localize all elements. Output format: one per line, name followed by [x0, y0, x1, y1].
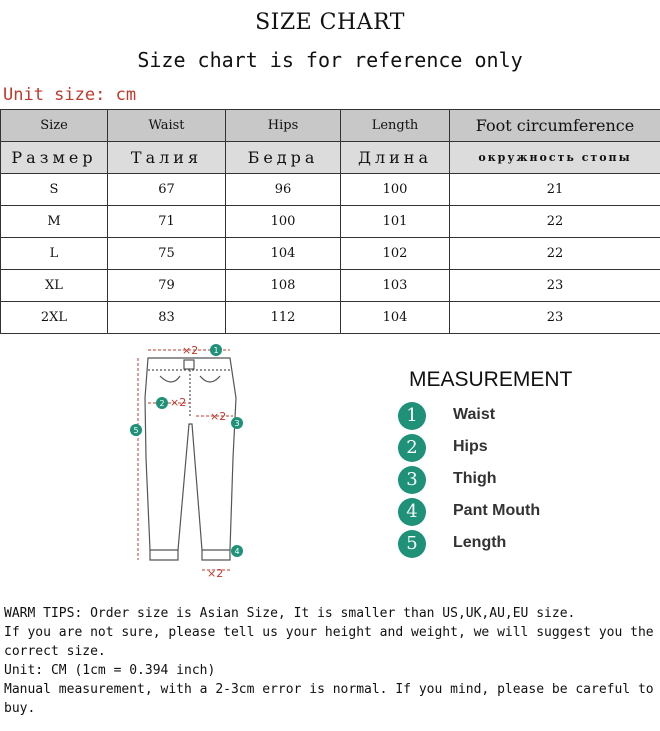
x2-label: ×2 [207, 567, 224, 580]
measurement-item [398, 434, 618, 464]
table-cell: 112 [226, 302, 341, 334]
table-cell: 23 [450, 270, 660, 302]
marker-label: 2 [159, 399, 165, 408]
measurement-item [398, 402, 618, 432]
number-badge-icon: 3 [398, 466, 426, 494]
tip-line: If you are not sure, please tell us your height and weight, we will suggest you the correct size. [4, 625, 654, 659]
measurement-label: Length [453, 534, 507, 551]
table-cell: 101 [341, 206, 450, 238]
table-cell: 22 [450, 206, 660, 238]
table-cell: 23 [450, 302, 660, 334]
table-cell: 22 [450, 238, 660, 270]
marker-label: 4 [234, 547, 240, 556]
tip-line: Unit: CM (1cm = 0.394 inch) [4, 663, 216, 678]
column-header-ru: Длина [341, 142, 450, 174]
size-table [0, 109, 660, 334]
tip-line: WARM TIPS: Order size is Asian Size, It is smaller than US,UK,AU,EU size. [4, 606, 576, 621]
measurement-title: MEASUREMENT [409, 368, 573, 391]
table-row [1, 270, 660, 302]
unit-label: Unit size: cm [3, 85, 137, 105]
table-cell: 104 [226, 238, 341, 270]
number-badge-icon: 5 [398, 530, 426, 558]
warm-tips [4, 604, 656, 718]
measurement-label: Hips [453, 438, 488, 455]
number-badge-icon: 2 [398, 434, 426, 462]
table-cell: 108 [226, 270, 341, 302]
number-badge-icon: 4 [398, 498, 426, 526]
column-header-ru: Размер [1, 142, 108, 174]
table-cell: 96 [226, 174, 341, 206]
table-cell: 21 [450, 174, 660, 206]
measurement-label: Waist [453, 406, 496, 423]
table-cell: L [1, 238, 108, 270]
measurement-item [398, 498, 618, 528]
table-cell: 67 [108, 174, 226, 206]
table-cell: 100 [226, 206, 341, 238]
table-cell: 2XL [1, 302, 108, 334]
table-cell: M [1, 206, 108, 238]
table-header-row [1, 110, 660, 142]
x2-label: ×2 [182, 344, 199, 357]
table-cell: 83 [108, 302, 226, 334]
number-badge-icon: 1 [398, 402, 426, 430]
x2-label: ×2 [170, 396, 187, 409]
tip-line: Manual measurement, with a 2-3cm error is normal. If you mind, please be careful to buy. [4, 682, 654, 716]
column-header-ru: Бедра [226, 142, 341, 174]
page-subtitle: Size chart is for reference only [137, 48, 523, 72]
measurement-label: Thigh [453, 470, 497, 487]
table-cell: 104 [341, 302, 450, 334]
pants-diagram [120, 338, 260, 583]
pants-outline-icon [145, 358, 236, 560]
table-cell: 71 [108, 206, 226, 238]
marker-label: 5 [133, 426, 139, 435]
column-header: Length [341, 110, 450, 142]
column-header: Waist [108, 110, 226, 142]
marker-label: 3 [234, 419, 240, 428]
x2-label: ×2 [210, 410, 227, 423]
table-cell: 79 [108, 270, 226, 302]
table-cell: 75 [108, 238, 226, 270]
column-header: Hips [226, 110, 341, 142]
measurement-label: Pant Mouth [453, 502, 541, 519]
table-row [1, 206, 660, 238]
page-title: SIZE CHART [255, 10, 405, 35]
measurement-item [398, 530, 618, 560]
marker-label: 1 [213, 346, 219, 355]
table-row [1, 174, 660, 206]
table-row [1, 238, 660, 270]
column-header-ru: окружность стопы [450, 142, 660, 174]
table-header-row-ru [1, 142, 660, 174]
table-row [1, 302, 660, 334]
table-cell: 102 [341, 238, 450, 270]
column-header: Size [1, 110, 108, 142]
column-header-ru: Талия [108, 142, 226, 174]
measurement-item [398, 466, 618, 496]
table-cell: 100 [341, 174, 450, 206]
column-header: Foot circumference [450, 110, 660, 142]
table-cell: S [1, 174, 108, 206]
table-cell: 103 [341, 270, 450, 302]
table-cell: XL [1, 270, 108, 302]
